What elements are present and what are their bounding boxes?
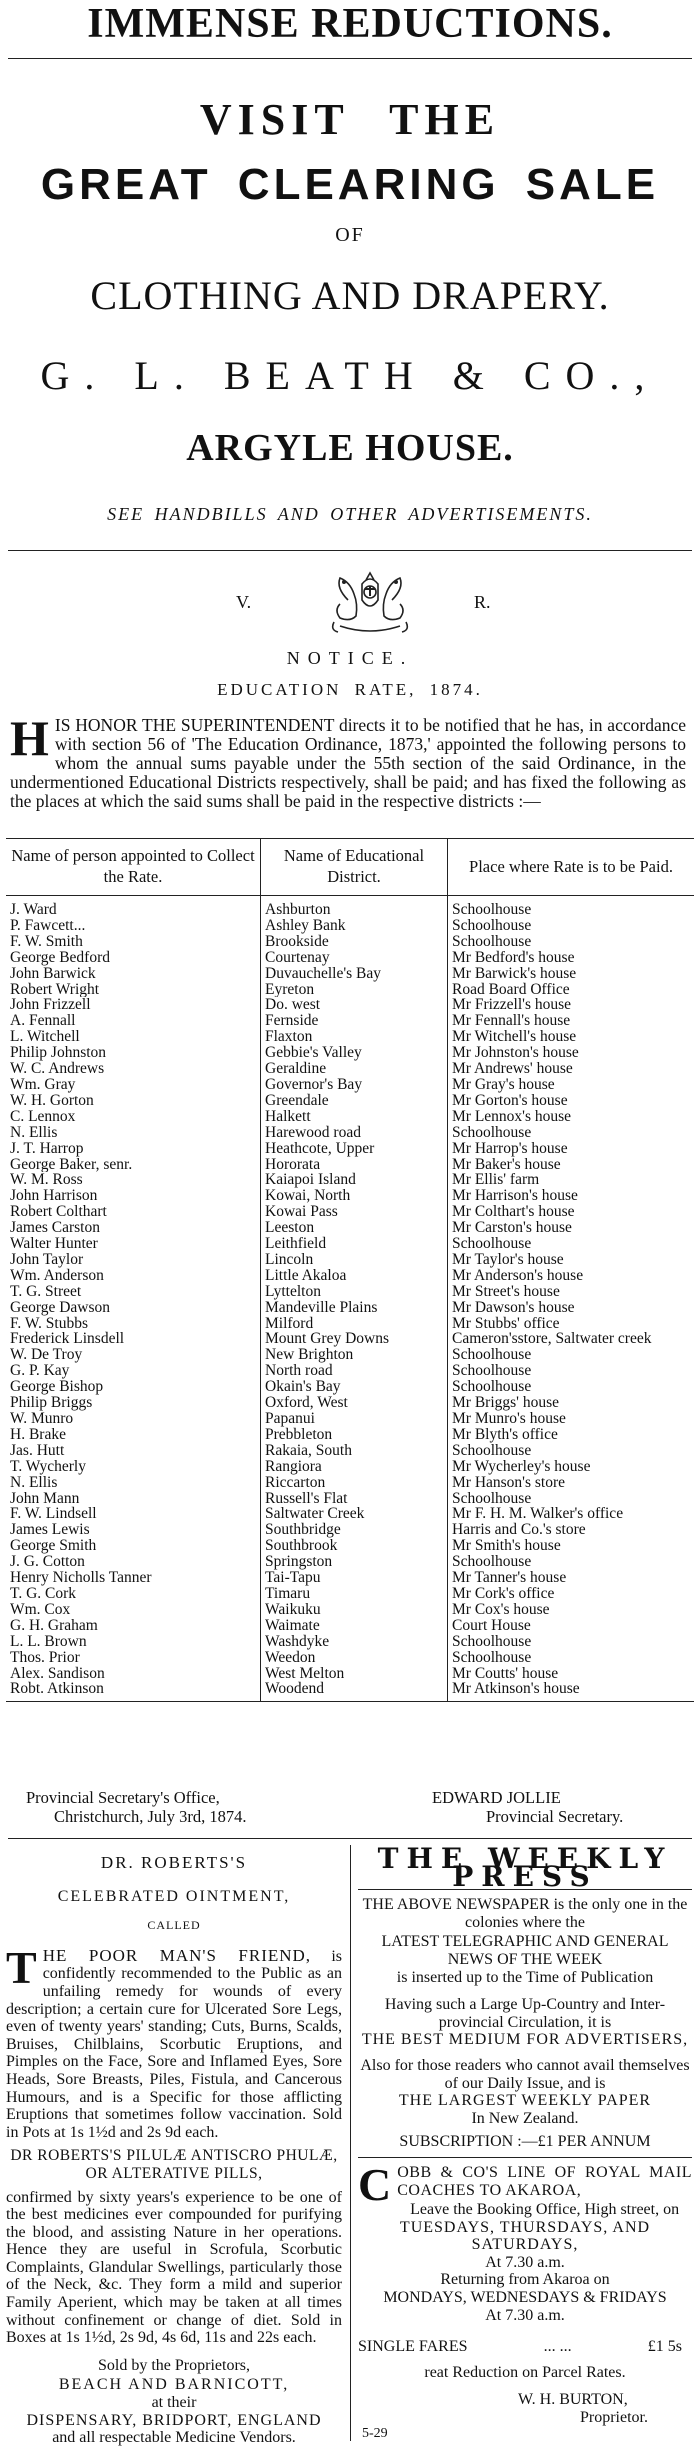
table-row — [6, 1045, 694, 1061]
dispensary: DISPENSARY, BRIDPORT, ENGLAND — [26, 2411, 322, 2429]
crest-left-letter: V. — [236, 592, 252, 612]
cell-place: Cameron'sstore, Saltwater creek — [448, 1331, 695, 1347]
table-row — [6, 1141, 694, 1157]
cell-place: Schoolhouse — [448, 1125, 695, 1141]
sold-by: Sold by the Proprietors, — [98, 2356, 250, 2374]
cell-person: L. Witchell — [10, 1029, 80, 1046]
cell-district: North road — [261, 1363, 448, 1379]
cell-district: Prebbleton — [261, 1427, 448, 1443]
cell-district: Waimate — [261, 1618, 448, 1634]
pills-body: confirmed by sixty years's experience to be one of the best medicines ever compounded for purifying the blood, and assisting Nature in her operations. Hence they are useful in Scrofula, Scorbutic Complaints, Glandular Swellings, particularly those of the Neck, &c. They form a mild and superior Family Aperient, which may be taken at all times without confinement or change of diet. Sold in Boxes at 1s 1½d, 2s 9d, 4s 6d, 11s and 22s each. — [6, 2188, 342, 2347]
roberts-lead: HE POOR MAN'S FRIEND, — [42, 1945, 312, 1965]
cell-person: W. C. Andrews — [10, 1061, 105, 1077]
table-header-row — [6, 839, 694, 896]
cobb-line: TUESDAYS, THURSDAYS, AND SATURDAYS, — [399, 2218, 651, 2254]
cell-district: Washdyke — [261, 1634, 448, 1650]
table-row — [6, 1093, 694, 1109]
notice-body — [10, 710, 686, 811]
cell-district: Fernside — [261, 1013, 448, 1029]
cell-person: G. P. Kay — [10, 1363, 70, 1380]
cell-district: Greendale — [261, 1093, 448, 1109]
cell-person: G. H. Graham — [10, 1617, 98, 1634]
cell-place: Mr Wycherley's house — [448, 1459, 695, 1475]
press-advert — [358, 1842, 692, 2427]
table-row — [6, 1331, 694, 1347]
table-row — [6, 1554, 694, 1570]
table-row — [6, 1061, 694, 1077]
table-row — [6, 1204, 694, 1220]
table-row — [6, 1427, 694, 1443]
cell-person: John Barwick — [10, 965, 96, 982]
cell-place: Schoolhouse — [448, 1554, 695, 1570]
table-row — [6, 1157, 694, 1173]
cell-place: Schoolhouse — [448, 1634, 695, 1650]
cell-district: Timaru — [261, 1586, 448, 1602]
cell-place: Schoolhouse — [448, 1236, 695, 1252]
cell-person: W. De Troy — [10, 1347, 83, 1364]
cobb-dropcap: C — [358, 2158, 392, 2210]
cell-person: W. Munro — [10, 1411, 74, 1427]
cell-district: Kaiapoi Island — [261, 1172, 448, 1188]
collectors-table — [6, 838, 694, 1702]
cell-place: Schoolhouse — [448, 1379, 695, 1395]
press-line: In New Zealand. — [471, 2109, 579, 2127]
parcel-rates: reat Reduction on Parcel Rates. — [424, 2363, 626, 2381]
table-row — [6, 1475, 694, 1491]
signature-block — [432, 1788, 682, 1826]
cell-district: Kowai, North — [261, 1188, 448, 1204]
cell-person: Robt. Atkinson — [10, 1681, 104, 1698]
cell-place: Mr Atkinson's house — [448, 1681, 695, 1697]
cell-district: Ashburton — [261, 896, 448, 918]
cell-person: Wm. Gray — [10, 1076, 76, 1093]
cell-person: John Taylor — [10, 1251, 84, 1268]
cell-place: Mr Johnston's house — [448, 1045, 695, 1061]
cell-district: Rakaia, South — [261, 1443, 448, 1459]
cell-district: Saltwater Creek — [261, 1506, 448, 1522]
cell-place: Mr Gray's house — [448, 1077, 695, 1093]
table-row — [6, 1268, 694, 1284]
cell-person: Philip Briggs — [10, 1395, 93, 1411]
cell-district: Russell's Flat — [261, 1491, 448, 1507]
cell-district: Southbrook — [261, 1538, 448, 1554]
table-row — [6, 918, 694, 934]
column-divider — [350, 1845, 351, 2441]
cobb-line: At 7.30 a.m. — [485, 2306, 565, 2324]
cell-district: Duvauchelle's Bay — [261, 966, 448, 982]
cell-place: Schoolhouse — [448, 1491, 695, 1507]
cell-person: Philip Johnston — [10, 1045, 107, 1062]
crest-right-letter: R. — [474, 592, 491, 612]
cell-place: Mr Gorton's house — [448, 1093, 695, 1109]
cell-place: Schoolhouse — [448, 1363, 695, 1379]
table-row — [6, 1650, 694, 1666]
cell-district: Kowai Pass — [261, 1204, 448, 1220]
cell-district: Little Akaloa — [261, 1268, 448, 1284]
cobb-line: At 7.30 a.m. — [485, 2253, 565, 2271]
cell-place: Mr Blyth's office — [448, 1427, 695, 1443]
cell-person: T. Wycherly — [10, 1458, 86, 1475]
cell-district: Halkett — [261, 1109, 448, 1125]
cell-district: Courtenay — [261, 950, 448, 966]
signer-name: EDWARD JOLLIE — [432, 1788, 561, 1807]
table-row — [6, 1077, 694, 1093]
cell-district: Eyreton — [261, 982, 448, 998]
cell-person: George Baker, senr. — [10, 1156, 133, 1173]
cell-district: Springston — [261, 1554, 448, 1570]
cell-person: T. G. Cork — [10, 1585, 77, 1602]
cell-person: Frederick Linsdell — [10, 1331, 125, 1348]
cell-person: W. H. Gorton — [10, 1092, 94, 1109]
press-line: is inserted up to the Time of Publication — [396, 1968, 654, 1986]
cell-place: Mr Smith's house — [448, 1538, 695, 1554]
fares-dots: ... ... — [543, 2338, 572, 2356]
table-row — [6, 1618, 694, 1634]
headline: IMMENSE REDUCTIONS. — [87, 1, 613, 47]
advert-ref: 5-29 — [362, 2426, 388, 2441]
cell-place: Mr Cork's office — [448, 1586, 695, 1602]
divider — [8, 550, 692, 551]
cell-person: F. W. Smith — [10, 933, 83, 950]
cell-person: L. L. Brown — [10, 1633, 87, 1650]
house-name: ARGYLE HOUSE. — [186, 427, 514, 469]
cell-district: Papanui — [261, 1411, 448, 1427]
cell-district: Leeston — [261, 1220, 448, 1236]
divider — [358, 2157, 692, 2158]
cell-person: P. Fawcett... — [10, 917, 86, 934]
press-subscription: SUBSCRIPTION :—£1 PER ANNUM — [399, 2133, 651, 2151]
firm-name: G. L. BEATH & CO., — [40, 353, 660, 398]
cell-person: George Dawson — [10, 1299, 111, 1316]
divider — [8, 1838, 692, 1839]
cell-district: Mount Grey Downs — [261, 1331, 448, 1347]
roberts-text: is confidently recommended to the Public as an unfailing remedy for wounds of every description; a certain cure for Ulcerated Sore Legs, even of twenty years' standing; Cuts, Burns, Scalds, Bruises, Chilblains, Scorbutic Eruptions, and Pimples on the Face, Sore and Inflamed Eyes, Sore Heads, Sore Breasts, Piles, Fistula, and Cancerous Humours, and is a Specific for those afflicting Eruptions that sometimes follow vaccination. Sold in Pots at 1s 1½d and 2s 9d each. — [6, 1947, 342, 2141]
cell-place: Mr Andrews' house — [448, 1061, 695, 1077]
royal-crest-row — [0, 570, 700, 640]
col-header-district: Name of Educational District. — [261, 839, 448, 896]
fares-label: SINGLE FARES — [358, 2338, 468, 2356]
cell-district: Tai-Tapu — [261, 1570, 448, 1586]
table-row — [6, 1347, 694, 1363]
cell-place: Mr Munro's house — [448, 1411, 695, 1427]
cell-place: Mr Taylor's house — [448, 1252, 695, 1268]
cobb-line: MONDAYS, WEDNESDAYS & FRIDAYS — [383, 2289, 667, 2307]
cell-district: Okain's Bay — [261, 1379, 448, 1395]
cell-district: Governor's Bay — [261, 1077, 448, 1093]
col-header-person: Name of person appointed to Collect the Rate. — [6, 839, 261, 896]
cell-place: Schoolhouse — [448, 934, 695, 950]
cell-person: James Carston — [10, 1220, 100, 1237]
cell-district: Leithfield — [261, 1236, 448, 1252]
cell-place: Schoolhouse — [448, 896, 695, 918]
cell-person: Henry Nicholls Tanner — [10, 1570, 152, 1586]
cell-district: Harewood road — [261, 1125, 448, 1141]
goods-heading: CLOTHING AND DRAPERY. — [90, 273, 610, 318]
table-row — [6, 1538, 694, 1554]
table-row — [6, 1681, 694, 1697]
roberts-title: DR. ROBERTS'S — [100, 1853, 248, 1872]
cobb-line: Returning from Akaroa on — [440, 2271, 610, 2289]
cell-person: James Lewis — [10, 1522, 90, 1539]
table-row — [6, 1395, 694, 1411]
table-row — [6, 1013, 694, 1029]
at-their: at their — [151, 2394, 197, 2412]
cell-place: Mr Bedford's house — [448, 950, 695, 966]
cell-district: Rangiora — [261, 1459, 448, 1475]
cell-district: Waikuku — [261, 1602, 448, 1618]
table-row — [6, 1459, 694, 1475]
cell-district: Geraldine — [261, 1061, 448, 1077]
notice-title: NOTICE. — [286, 648, 414, 668]
cell-place: Mr Frizzell's house — [448, 997, 695, 1013]
cell-place: Mr Hanson's store — [448, 1475, 695, 1491]
cell-district: Oxford, West — [261, 1395, 448, 1411]
cell-place: Schoolhouse — [448, 918, 695, 934]
cell-place: Mr Harrop's house — [448, 1141, 695, 1157]
table-row — [6, 1506, 694, 1522]
table-row — [6, 997, 694, 1013]
cell-district: Do. west — [261, 997, 448, 1013]
cell-district: Heathcote, Upper — [261, 1141, 448, 1157]
cell-place: Harris and Co.'s store — [448, 1522, 695, 1538]
roberts-advert — [6, 1850, 342, 2447]
cell-place: Road Board Office — [448, 982, 695, 998]
cell-district: Mandeville Plains — [261, 1300, 448, 1316]
cell-place: Mr Dawson's house — [448, 1300, 695, 1316]
cell-person: Wm. Anderson — [10, 1267, 104, 1284]
table-row — [6, 1220, 694, 1236]
cell-district: Brookside — [261, 934, 448, 950]
table-row — [6, 1411, 694, 1427]
cell-place: Mr Colthart's house — [448, 1204, 695, 1220]
cell-person: George Bishop — [10, 1379, 104, 1396]
cell-place: Schoolhouse — [448, 1443, 695, 1459]
cell-district: Weedon — [261, 1650, 448, 1666]
table-row — [6, 950, 694, 966]
cell-person: George Bedford — [10, 949, 111, 966]
press-line: LATEST TELEGRAPHIC AND GENERAL NEWS OF THE WEEK — [381, 1933, 669, 1968]
table-row — [6, 966, 694, 982]
table-row — [6, 1602, 694, 1618]
table-row — [6, 1666, 694, 1682]
cell-person: J. T. Harrop — [10, 1140, 84, 1157]
cell-person: Wm. Cox — [10, 1601, 71, 1618]
cell-person: Walter Hunter — [10, 1236, 98, 1252]
notice-text: IS HONOR THE SUPERINTENDENT directs it to be notified that he has, in accordance with section 56 of 'The Education Ordinance, 1873,' appointed the following persons to whom the annual sums payable under the 55th section of the said Ordinance, in the undermentioned Educational Districts respectively, shall be paid; and has fixed the following as the places at which the said sums shall be paid in the respective districts :— — [10, 715, 686, 811]
table-row — [6, 896, 694, 918]
of-heading: OF — [335, 224, 365, 246]
table-row — [6, 1522, 694, 1538]
cell-district: Gebbie's Valley — [261, 1045, 448, 1061]
cell-person: F. W. Lindsell — [10, 1506, 97, 1523]
royal-coat-of-arms-icon — [310, 570, 430, 638]
cell-person: H. Brake — [10, 1426, 66, 1443]
cell-place: Mr Stubbs' office — [448, 1316, 695, 1332]
table-row — [6, 1236, 694, 1252]
cell-place: Mr Cox's house — [448, 1602, 695, 1618]
cell-district: Southbridge — [261, 1522, 448, 1538]
proprietors: BEACH AND BARNICOTT, — [58, 2376, 290, 2394]
cell-district: Ashley Bank — [261, 918, 448, 934]
vendors: and all respectable Medicine Vendors. — [52, 2429, 296, 2447]
cell-district: Hororata — [261, 1157, 448, 1173]
divider — [8, 58, 692, 59]
press-title: THE WEEKLY PRESS — [377, 1842, 673, 1893]
cell-district: Riccarton — [261, 1475, 448, 1491]
fares-row — [358, 2338, 692, 2356]
cell-person: Thos. Prior — [10, 1649, 80, 1666]
cell-person: Robert Wright — [10, 981, 100, 998]
table-row — [6, 1252, 694, 1268]
cell-person: F. W. Stubbs — [10, 1315, 89, 1332]
press-line: Having such a Large Up-Country and Inter-provincial Circulation, it is — [384, 1996, 666, 2031]
roberts-dropcap: T — [6, 1941, 37, 1993]
table-row — [6, 1125, 694, 1141]
notice-dropcap: H — [10, 710, 49, 766]
press-line: THE LARGEST WEEKLY PAPER — [398, 2092, 652, 2110]
roberts-body — [6, 1941, 342, 2142]
cell-place: Mr Fennall's house — [448, 1013, 695, 1029]
table-row — [6, 1029, 694, 1045]
table-row — [6, 982, 694, 998]
pills-title: DR ROBERTS'S PILULÆ ANTISCRO PHULÆ, OR ALTERATIVE PILLS, — [10, 2147, 338, 2182]
cell-district: Flaxton — [261, 1029, 448, 1045]
cobb-lead: OBB & CO'S LINE OF ROYAL MAIL COACHES TO AKAROA, — [397, 2163, 692, 2199]
cell-place: Schoolhouse — [448, 1650, 695, 1666]
table-row — [6, 1570, 694, 1586]
roberts-called: CALLED — [147, 1918, 201, 1933]
cell-person: N. Ellis — [10, 1474, 58, 1491]
cell-place: Mr Tanner's house — [448, 1570, 695, 1586]
cell-place: Mr Street's house — [448, 1284, 695, 1300]
cell-person: John Mann — [10, 1490, 80, 1507]
table-row — [6, 1363, 694, 1379]
cell-district: Lincoln — [261, 1252, 448, 1268]
cell-person: N. Ellis — [10, 1124, 58, 1141]
table-row — [6, 934, 694, 950]
cell-person: Robert Colthart — [10, 1204, 107, 1221]
cell-place: Mr Ellis' farm — [448, 1172, 695, 1188]
office-line: Provincial Secretary's Office, — [26, 1788, 220, 1807]
cell-place: Court House — [448, 1618, 695, 1634]
cell-place: Mr Anderson's house — [448, 1268, 695, 1284]
cell-person: George Smith — [10, 1538, 97, 1555]
cell-district: New Brighton — [261, 1347, 448, 1363]
owner-name: W. H. BURTON, — [518, 2391, 628, 2409]
table-row — [6, 1300, 694, 1316]
roberts-subtitle: CELEBRATED OINTMENT, — [57, 1887, 291, 1905]
cell-place: Mr Harrison's house — [448, 1188, 695, 1204]
cell-person: J. G. Cotton — [10, 1554, 85, 1571]
table-row — [6, 1586, 694, 1602]
cell-person: W. M. Ross — [10, 1172, 83, 1189]
table-row — [6, 1109, 694, 1125]
cell-place: Mr Briggs' house — [448, 1395, 695, 1411]
cell-person: A. Fennall — [10, 1013, 76, 1030]
press-line: THE BEST MEDIUM FOR ADVERTISERS, — [361, 2031, 689, 2049]
cell-district: Lyttelton — [261, 1284, 448, 1300]
signer-title: Provincial Secretary. — [486, 1807, 624, 1826]
cell-person: John Frizzell — [10, 997, 91, 1014]
cell-person: J. Ward — [10, 901, 57, 918]
table-row — [6, 1284, 694, 1300]
cell-person: C. Lennox — [10, 1108, 76, 1125]
press-line: Also for those readers who cannot avail themselves of our Daily Issue, and is — [360, 2056, 690, 2092]
cell-person: T. G. Street — [10, 1283, 82, 1300]
visit-heading: VISIT THE — [199, 95, 501, 144]
cell-district: West Melton — [261, 1666, 448, 1682]
cell-place: Mr Lennox's house — [448, 1109, 695, 1125]
cell-place: Mr Witchell's house — [448, 1029, 695, 1045]
cell-person: Jas. Hutt — [10, 1442, 65, 1459]
office-date: Christchurch, July 3rd, 1874. — [54, 1807, 247, 1826]
cell-person: Alex. Sandison — [10, 1665, 105, 1682]
table-row — [6, 1443, 694, 1459]
table-row — [6, 1491, 694, 1507]
col-header-place: Place where Rate is to be Paid. — [448, 839, 695, 896]
advert-note: SEE HANDBILLS AND OTHER ADVERTISEMENTS. — [107, 504, 593, 524]
owner-title: Proprietor. — [580, 2409, 648, 2427]
cell-place: Mr Carston's house — [448, 1220, 695, 1236]
fares-value: £1 5s — [647, 2338, 682, 2356]
table-row — [6, 1634, 694, 1650]
cell-place: Mr Barwick's house — [448, 966, 695, 982]
notice-subtitle: EDUCATION RATE, 1874. — [217, 680, 483, 699]
cell-person: John Harrison — [10, 1188, 98, 1205]
sale-heading: GREAT CLEARING SALE — [40, 160, 660, 209]
table-row — [6, 1379, 694, 1395]
cell-place: Mr Baker's house — [448, 1157, 695, 1173]
cell-district: Milford — [261, 1316, 448, 1332]
press-line: THE ABOVE NEWSPAPER is the only one in the colonies where the — [362, 1896, 688, 1931]
office-address — [26, 1788, 246, 1826]
cell-place: Mr Coutts' house — [448, 1666, 695, 1682]
cell-place: Schoolhouse — [448, 1347, 695, 1363]
table-row — [6, 1188, 694, 1204]
cell-district: Woodend — [261, 1681, 448, 1697]
table-row — [6, 1172, 694, 1188]
cell-place: Mr F. H. M. Walker's office — [448, 1506, 695, 1522]
table-row — [6, 1316, 694, 1332]
cobb-line: Leave the Booking Office, High street, on — [410, 2201, 680, 2219]
